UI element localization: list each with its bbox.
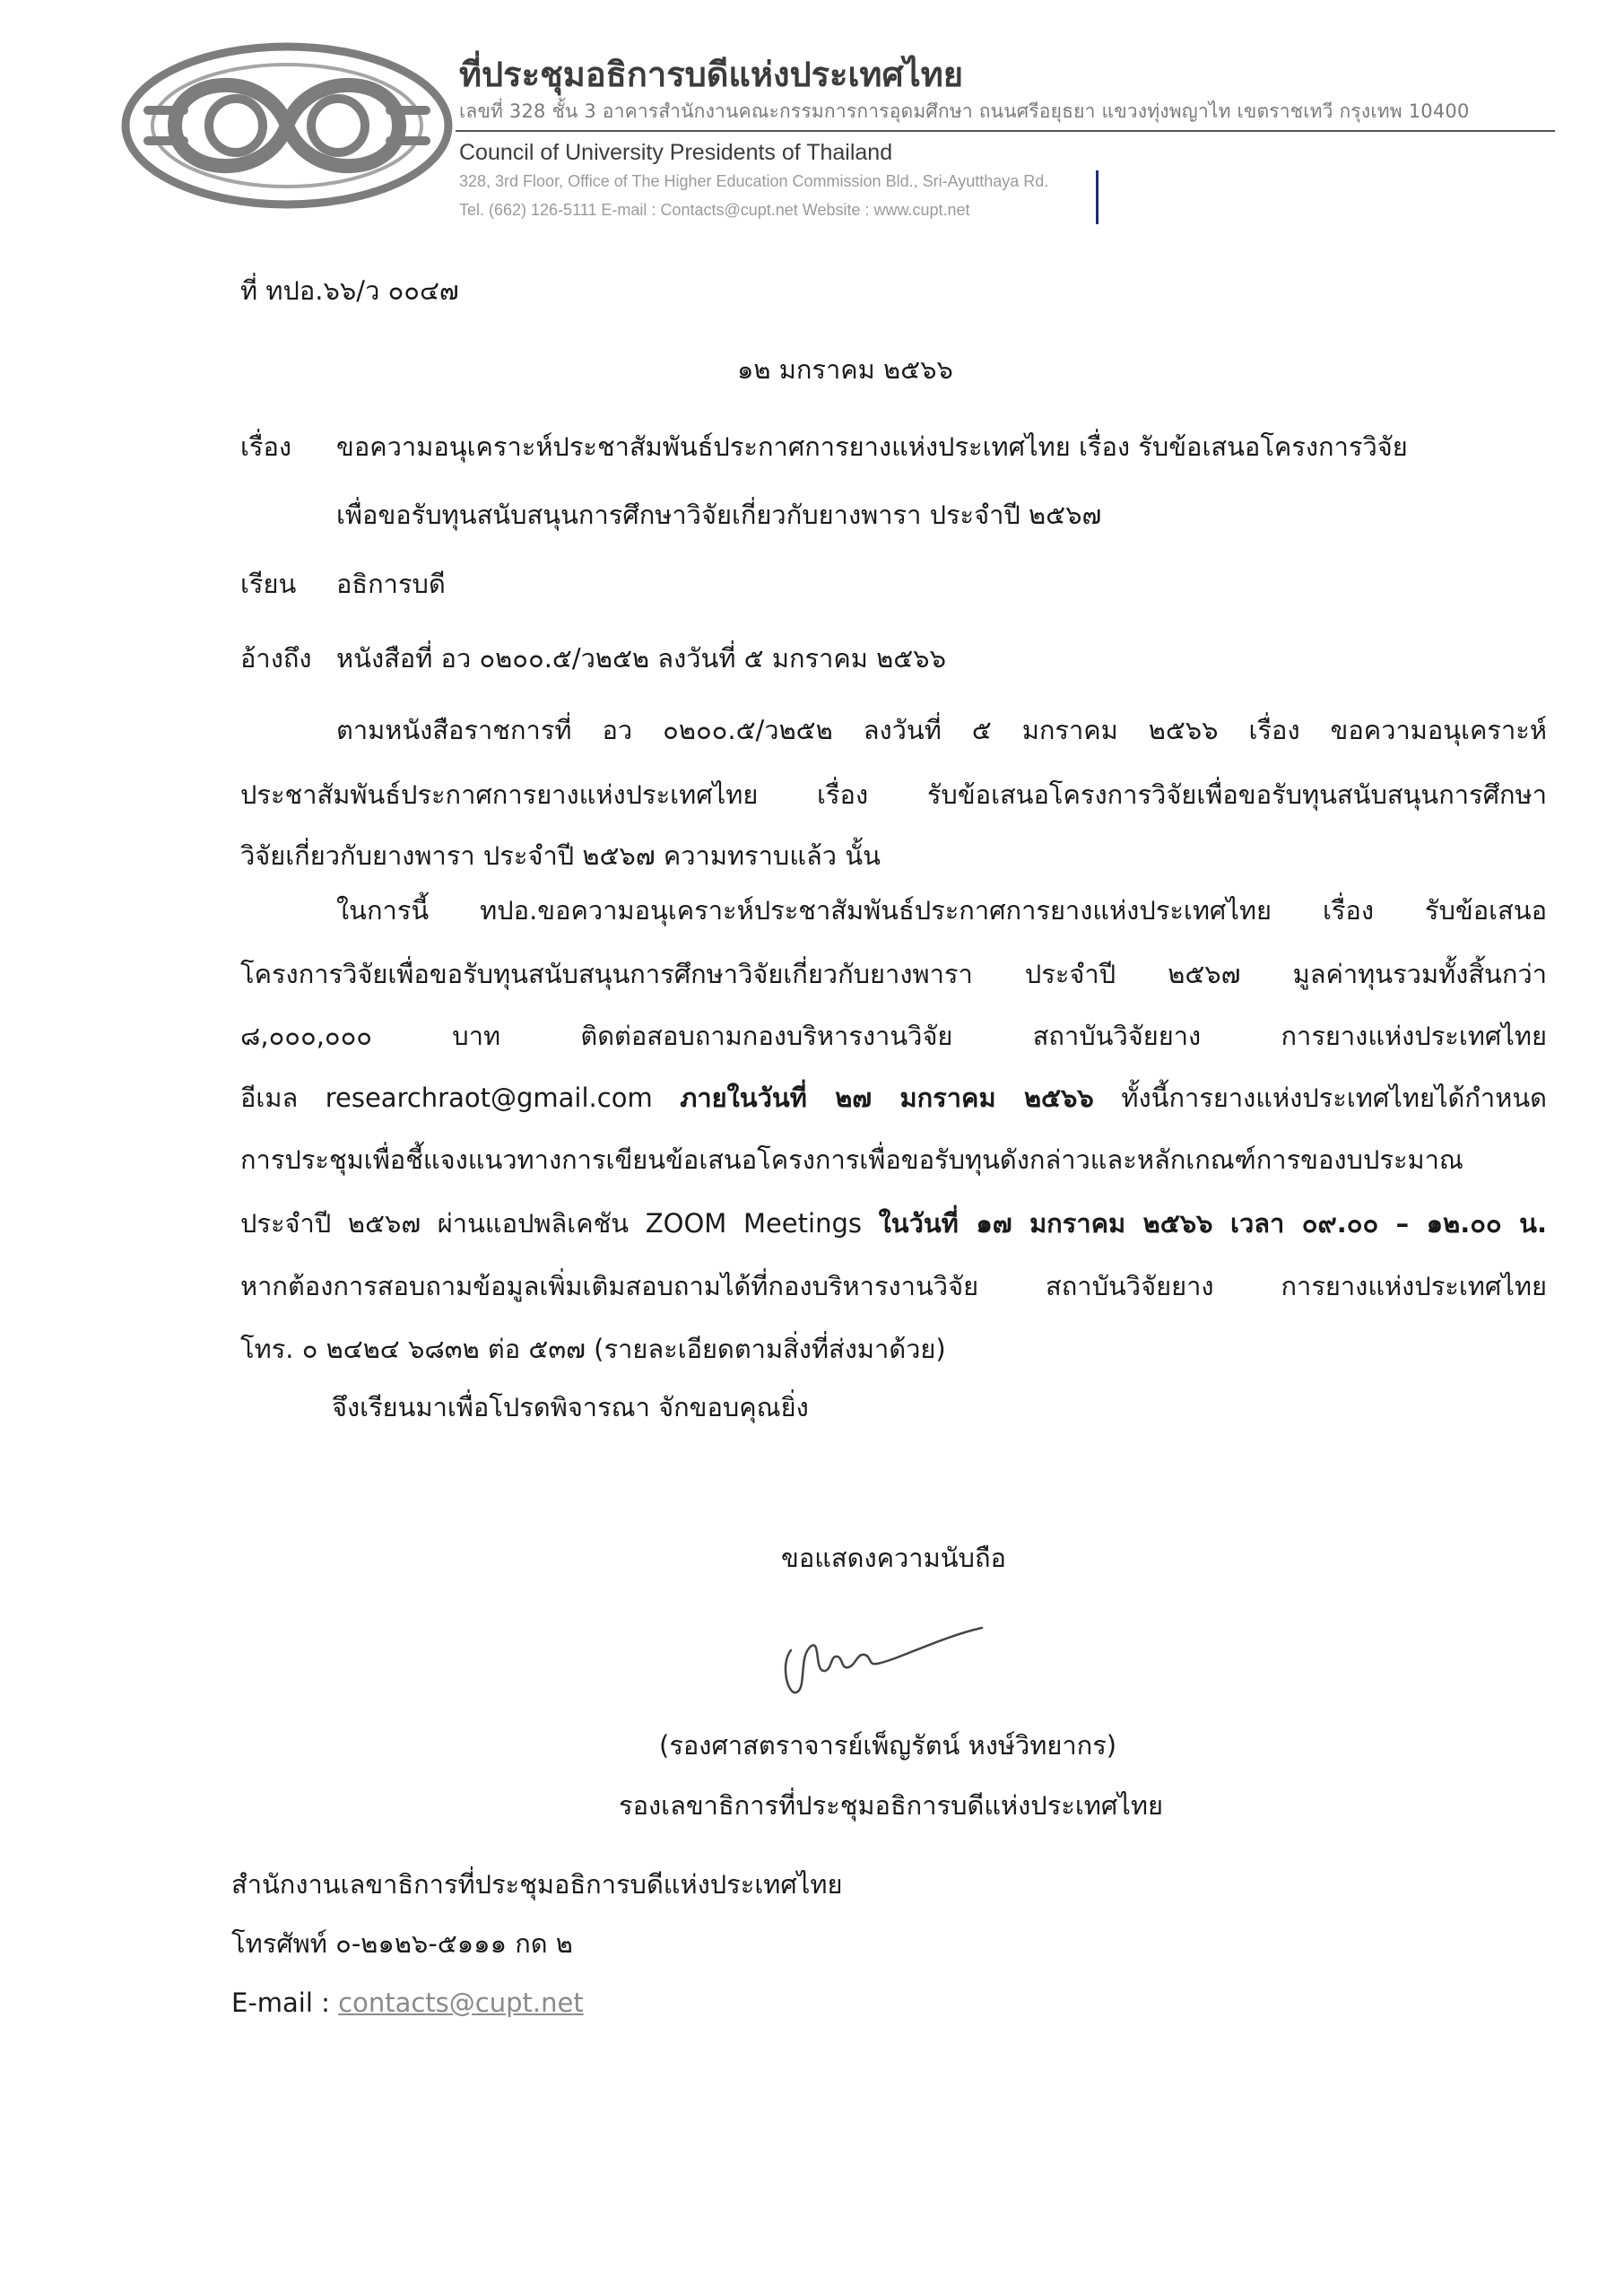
paragraph-2-line-1: ในการนี้ ทปอ.ขอความอนุเคราะห์ประชาสัมพันธ์ประกาศการยางแห่งประเทศไทย เรื่อง รับข้อเสนอ (336, 895, 1547, 926)
paragraph-2-line-4 (240, 1085, 1547, 1111)
footer-office: สำนักงานเลขาธิการที่ประชุมอธิการบดีแห่งประเทศไทย (231, 1869, 843, 1900)
letterhead-org-name-en: Council of University Presidents of Thailand (459, 140, 893, 165)
pen-mark (1096, 170, 1099, 224)
subject-line-1: ขอความอนุเคราะห์ประชาสัมพันธ์ประกาศการยางแห่งประเทศไทย เรื่อง รับข้อเสนอโครงการวิจัย (336, 431, 1408, 462)
letter-date: ๑๒ มกราคม ๒๕๖๖ (737, 354, 953, 385)
letterhead-org-name-th: ที่ประชุมอธิการบดีแห่งประเทศไทย (459, 55, 964, 94)
meeting-datetime-text: ในวันที่ ๑๗ มกราคม ๒๕๖๖ เวลา ๐๙.๐๐ – ๑๒.๐๐ น. (878, 1208, 1547, 1239)
handwritten-signature (771, 1601, 1013, 1709)
paragraph-2-line-7: หากต้องการสอบถามข้อมูลเพิ่มเติมสอบถามได้ที่กองบริหารงานวิจัย สถาบันวิจัยยาง การยางแห่งประเทศไทย (240, 1271, 1547, 1301)
signer-name: (รองศาสตราจารย์เพ็ญรัตน์ หงษ์วิทยากร) (659, 1730, 1117, 1761)
signer-title: รองเลขาธิการที่ประชุมอธิการบดีแห่งประเทศไทย (619, 1790, 1163, 1821)
paragraph-1-line-2: ประชาสัมพันธ์ประกาศการยางแห่งประเทศไทย เรื่อง รับข้อเสนอโครงการวิจัยเพื่อขอรับทุนสนับสนุนการศึกษา (240, 779, 1547, 810)
cupt-logo-icon (121, 40, 453, 211)
email-text: อีเมล researchraot@gmail.com (240, 1083, 681, 1113)
to-label: เรียน (240, 569, 297, 599)
closing-line: จึงเรียนมาเพื่อโปรดพิจารณา จักขอบคุณยิ่ง (332, 1392, 809, 1422)
paragraph-2-line-5: การประชุมเพื่อชี้แจงแนวทางการเขียนข้อเสนอโครงการเพื่อขอรับทุนดังกล่าวและหลักเกณฑ์การของบประมาณ (240, 1144, 1463, 1175)
paragraph-2-line-3: ๘,๐๐๐,๐๐๐ บาท ติดต่อสอบถามกองบริหารงานวิจัย สถาบันวิจัยยาง การยางแห่งประเทศไทย (240, 1021, 1547, 1051)
letterhead-divider (456, 130, 1555, 132)
letterhead-contact-en: Tel. (662) 126-5111 E-mail : Contacts@cupt.net Website : www.cupt.net (459, 201, 970, 219)
reference-label: อ้างถึง (240, 643, 312, 674)
subject-line-2: เพื่อขอรับทุนสนับสนุนการศึกษาวิจัยเกี่ยวกับยางพารา ประจำปี ๒๕๖๗ (336, 500, 1102, 530)
footer-email-label: E-mail : (231, 1987, 339, 2018)
footer-email-line (231, 1987, 584, 2018)
reference-value: หนังสือที่ อว ๐๒๐๐.๕/ว๒๕๒ ลงวันที่ ๕ มกราคม ๒๕๖๖ (336, 643, 946, 674)
paragraph-2-line-2: โครงการวิจัยเพื่อขอรับทุนสนับสนุนการศึกษาวิจัยเกี่ยวกับยางพารา ประจำปี ๒๕๖๗ มูลค่าทุนรวมทั้งสิ้นกว่า (240, 959, 1547, 989)
paragraph-2-line-8: โทร. ๐ ๒๔๒๔ ๖๘๓๒ ต่อ ๕๓๗ (รายละเอียดตามสิ่งที่ส่งมาด้วย) (240, 1334, 946, 1364)
paragraph-2-line-4-suffix: ทั้งนี้การยางแห่งประเทศไทยได้กำหนด (1093, 1083, 1547, 1113)
regards: ขอแสดงความนับถือ (781, 1543, 1006, 1573)
subject-label: เรื่อง (240, 431, 292, 462)
letterhead-address-en: 328, 3rd Floor, Office of The Higher Education Commission Bld., Sri-Ayutthaya Rd. (459, 172, 1049, 190)
paragraph-1-line-1: ตามหนังสือราชการที่ อว ๐๒๐๐.๕/ว๒๕๒ ลงวันที่ ๕ มกราคม ๒๕๖๖ เรื่อง ขอความอนุเคราะห์ (336, 715, 1547, 745)
paragraph-1-line-3: วิจัยเกี่ยวกับยางพารา ประจำปี ๒๕๖๗ ความทราบแล้ว นั้น (240, 840, 881, 871)
letterhead-address-th: เลขที่ 328 ชั้น 3 อาคารสำนักงานคณะกรรมการการอุดมศึกษา ถนนศรีอยุธยา แขวงทุ่งพญาไท เขตราชเทวี กรุงเทพ 10400 (459, 100, 1470, 122)
footer-email-link[interactable]: contacts@cupt.net (338, 1987, 584, 2018)
paragraph-2-line-6 (240, 1208, 1547, 1239)
reference-number: ที่ ทปอ.๖๖/ว ๐๐๔๗ (240, 275, 459, 306)
footer-phone: โทรศัพท์ ๐-๒๑๒๖-๕๑๑๑ กด ๒ (231, 1928, 573, 1959)
deadline-text: ภายในวันที่ ๒๗ มกราคม ๒๕๖๖ (680, 1083, 1094, 1113)
to-value: อธิการบดี (336, 569, 446, 599)
zoom-meeting-text: ประจำปี ๒๕๖๗ ผ่านแอปพลิเคชัน ZOOM Meetings (240, 1208, 879, 1239)
